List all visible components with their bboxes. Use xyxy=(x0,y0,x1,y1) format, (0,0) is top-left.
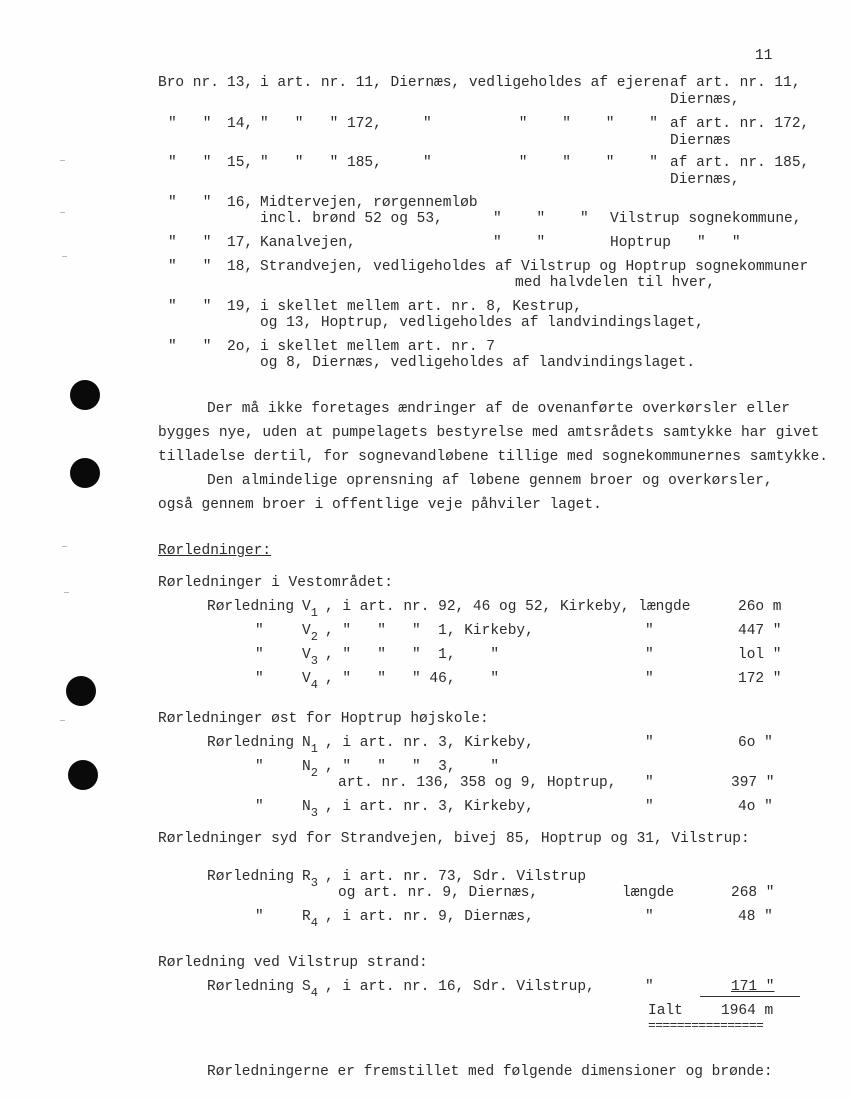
bro-owner: af art. nr. 11, xyxy=(670,75,801,91)
bro-owner: Hoptrup " " xyxy=(610,235,741,251)
pipe-code: $N_1$ xyxy=(302,735,318,756)
bro-dittos: " " " " " xyxy=(423,155,658,171)
bro-number: 2o, xyxy=(227,339,254,355)
closing-line: Rørledningerne er fremstillet med følgende dimensioner og brønde: xyxy=(207,1064,773,1080)
paragraph-line: Der må ikke foretages ændringer af de ovenanførte overkørsler eller xyxy=(207,401,790,417)
bro-description: i skellet mellem art. nr. 8, Kestrup, xyxy=(260,299,582,315)
pipe-label: " xyxy=(255,909,264,925)
pipe-code: $R_3$ xyxy=(302,869,318,890)
bro-ditto: " " xyxy=(168,339,212,355)
pipe-length: 447 " xyxy=(738,623,782,639)
bro-description: i skellet mellem art. nr. 7 xyxy=(260,339,495,355)
bro-owner-place: Diernæs xyxy=(670,133,731,149)
bro-description: Kanalvejen, xyxy=(260,235,356,251)
pipe-description-cont: art. nr. 136, 358 og 9, Hoptrup, xyxy=(338,775,617,791)
pipe-mark: " xyxy=(645,909,654,925)
bro-ditto: " " xyxy=(168,235,212,251)
bro-reference: " " " 172, xyxy=(260,116,382,132)
pipe-mark: " xyxy=(645,623,654,639)
pipe-length: 26o m xyxy=(738,599,782,615)
bro-owner: Vilstrup sognekommune, xyxy=(610,211,802,227)
pipe-label: Rørledning xyxy=(207,979,295,995)
bro-number: 17, xyxy=(227,235,254,251)
pipe-description: , i art. nr. 92, 46 og 52, Kirkeby, længde xyxy=(325,599,691,615)
pipe-mark: " xyxy=(645,979,654,995)
pipe-label: Rørledning xyxy=(207,735,295,751)
pipe-label: " xyxy=(255,623,264,639)
bro-number: 16, xyxy=(227,195,254,211)
bro-number: 14, xyxy=(227,116,254,132)
bro-ditto: " " xyxy=(168,299,212,315)
scan-speck xyxy=(62,256,67,257)
pipe-label: " xyxy=(255,671,264,687)
pipe-length: lol " xyxy=(738,647,782,663)
pipe-code: $R_4$ xyxy=(302,909,318,930)
pipe-description: , i art. nr. 3, Kirkeby, xyxy=(325,799,534,815)
pipe-mark: " xyxy=(645,775,654,791)
subtotal-rule xyxy=(700,996,800,997)
bro-description-cont: incl. brønd 52 og 53, xyxy=(260,211,443,227)
pipe-mark: " xyxy=(645,671,654,687)
bro-number: 15, xyxy=(227,155,254,171)
punch-hole xyxy=(70,458,100,488)
bro-owner-place: Diernæs, xyxy=(670,92,740,108)
bro-ditto: " " xyxy=(168,195,212,211)
bro-number: 18, xyxy=(227,259,254,275)
pipe-code: $V_1$ xyxy=(302,599,318,620)
pipe-label: " xyxy=(255,647,264,663)
group-heading: Rørledninger syd for Strandvejen, bivej 85, Hoptrup og 31, Vilstrup: xyxy=(158,831,750,847)
bro-owner-place: Diernæs, xyxy=(670,172,740,188)
bro-ditto: Bro nr. xyxy=(158,75,219,91)
paragraph-line: tilladelse dertil, for sognevandløbene tillige med sognekommunernes samtykke. xyxy=(158,449,829,465)
pipe-description: , i art. nr. 9, Diernæs, xyxy=(325,909,534,925)
pipe-length: 268 " xyxy=(731,885,775,901)
paragraph-line: Den almindelige oprensning af løbene gennem broer og overkørsler, xyxy=(207,473,773,489)
scan-speck xyxy=(62,546,67,547)
punch-hole xyxy=(66,676,96,706)
bro-number: 19, xyxy=(227,299,254,315)
total-label: Ialt xyxy=(648,1003,683,1019)
pipe-length: 397 " xyxy=(731,775,775,791)
bro-dittos: " " " " " xyxy=(423,116,658,132)
bro-ditto: " " xyxy=(168,155,212,171)
scan-speck xyxy=(60,720,65,721)
pipe-length: 48 " xyxy=(738,909,773,925)
bro-dittos: " " " xyxy=(493,211,589,227)
pipe-label: Rørledning xyxy=(207,869,295,885)
bro-ditto: " " xyxy=(168,116,212,132)
pipe-description: , " " " 3, " xyxy=(325,759,500,775)
bro-reference: " " " 185, xyxy=(260,155,382,171)
paragraph-line: også gennem broer i offentlige veje påhviler laget. xyxy=(158,497,602,513)
pipe-length: 4o " xyxy=(738,799,773,815)
paragraph-line: bygges nye, uden at pumpelagets bestyrelse med amtsrådets samtykke har givet xyxy=(158,425,820,441)
pipe-mark: " xyxy=(645,799,654,815)
pipe-label: Rørledning xyxy=(207,599,295,615)
bro-owner: af art. nr. 185, xyxy=(670,155,810,171)
pipe-mark: " xyxy=(645,647,654,663)
bro-description-cont: med halvdelen til hver, xyxy=(515,275,716,291)
pipe-description: , " " " 46, " xyxy=(325,671,500,687)
bro-dittos: " " xyxy=(493,235,546,251)
bro-number: 13, xyxy=(227,75,254,91)
bro-description: i art. nr. 11, Diernæs, vedligeholdes af ejeren xyxy=(260,75,669,91)
pipe-length: 171 " xyxy=(731,979,775,995)
group-heading: Rørledninger øst for Hoptrup højskole: xyxy=(158,711,489,727)
punch-hole xyxy=(70,380,100,410)
scan-speck xyxy=(64,592,69,593)
pipe-label: " xyxy=(255,759,264,775)
pipe-description: , " " " 1, " xyxy=(325,647,500,663)
pipe-label: " xyxy=(255,799,264,815)
bro-description-cont: og 8, Diernæs, vedligeholdes af landvindingslaget. xyxy=(260,355,696,371)
double-rule: ================ xyxy=(648,1018,764,1033)
pipe-description: , " " " 1, Kirkeby, xyxy=(325,623,534,639)
pipe-length: 172 " xyxy=(738,671,782,687)
page-number: 11 xyxy=(755,48,773,64)
bro-ditto: " " xyxy=(168,259,212,275)
bro-owner: af art. nr. 172, xyxy=(670,116,810,132)
scan-speck xyxy=(60,212,65,213)
bro-description-cont: og 13, Hoptrup, vedligeholdes af landvindingslaget, xyxy=(260,315,704,331)
pipe-code: $V_4$ xyxy=(302,671,318,692)
group-heading: Rørledninger i Vestområdet: xyxy=(158,575,393,591)
pipe-mark: længde xyxy=(622,885,675,901)
pipe-description-cont: og art. nr. 9, Diernæs, xyxy=(338,885,539,901)
group-heading: Rørledning ved Vilstrup strand: xyxy=(158,955,428,971)
pipe-code: $V_2$ xyxy=(302,623,318,644)
pipe-code: $N_2$ xyxy=(302,759,318,780)
pipe-code: $V_3$ xyxy=(302,647,318,668)
total-value: 1964 m xyxy=(721,1003,774,1019)
punch-hole xyxy=(68,760,98,790)
pipe-code: $S_4$ xyxy=(302,979,318,1000)
pipe-code: $N_3$ xyxy=(302,799,318,820)
pipe-description: , i art. nr. 3, Kirkeby, xyxy=(325,735,534,751)
section-heading: Rørledninger: xyxy=(158,543,272,559)
scan-speck xyxy=(60,160,65,161)
bro-description: Strandvejen, vedligeholdes af Vilstrup og Hoptrup sognekommuner xyxy=(260,259,809,275)
pipe-description: , i art. nr. 73, Sdr. Vilstrup xyxy=(325,869,587,885)
pipe-description: , i art. nr. 16, Sdr. Vilstrup, xyxy=(325,979,595,995)
pipe-mark: " xyxy=(645,735,654,751)
bro-description: Midtervejen, rørgennemløb xyxy=(260,195,478,211)
pipe-length: 6o " xyxy=(738,735,773,751)
